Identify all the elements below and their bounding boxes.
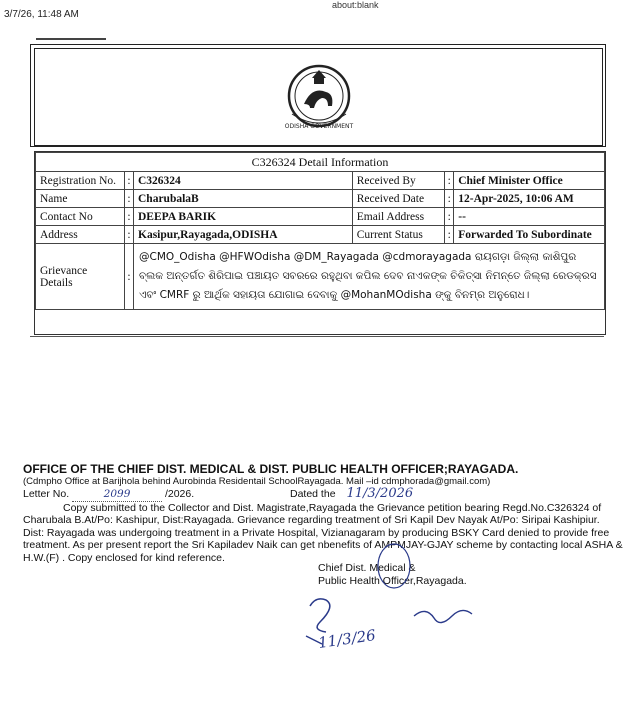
letter-body: Copy submitted to the Collector and Dist. Magistrate,Rayagada the Grievance petition bearing Regd.No.C326324 of Charubala B.At/Po: Kashipur, Dist:Rayagada. Grievance regarding treatment of Sri Kapil Dev Nayak At/Po: Siripai Kashipiur. Dist: Rayagada was undergoing treatment in a Private Hospital, Vizianagaram by producing BSKY Card denied to provide free treatment. As per present report the Sri Kapiladev Naik can get nbenefits of AMPMJAY-GJAY scheme by contacting local ASHA & H.W.(F) . Copy enclosed for kind reference. bbox=[23, 501, 623, 564]
contact-label: Contact No bbox=[36, 208, 125, 226]
address-value: Kasipur,Rayagada,ODISHA bbox=[134, 226, 353, 244]
print-url: about:blank bbox=[332, 0, 379, 10]
status-value: Forwarded To Subordinate bbox=[454, 226, 605, 244]
office-address: (Cdmpho Office at Barijhola behind Aurobinda Residentail SchoolRayagada. Mail –id cdmphorada@gmail.com) bbox=[23, 475, 491, 487]
contact-value: DEEPA BARIK bbox=[134, 208, 353, 226]
header-rule bbox=[36, 38, 106, 40]
dated-label: Dated the bbox=[290, 488, 336, 500]
letter-no-value: 2099 bbox=[72, 488, 162, 502]
signatory-office: Public Health Officer,Rayagada. bbox=[318, 575, 467, 587]
letter-year: /2026. bbox=[164, 488, 195, 500]
received-by-label: Received By bbox=[352, 172, 445, 190]
section-rule bbox=[30, 336, 604, 337]
office-heading: OFFICE OF THE CHIEF DIST. MEDICAL & DIST. PUBLIC HEALTH OFFICER;RAYAGADA. bbox=[23, 462, 519, 476]
email-value: -- bbox=[454, 208, 605, 226]
table-row: Contact No : DEEPA BARIK Email Address : -- bbox=[36, 208, 605, 226]
detail-table bbox=[34, 151, 606, 335]
table-row: Address : Kasipur,Rayagada,ODISHA Current Status : Forwarded To Subordinate bbox=[36, 226, 605, 244]
table-title: C326324 Detail Information bbox=[36, 153, 605, 172]
dated-value: 11/3/2026 bbox=[346, 486, 414, 501]
table-row: Registration No. : C326324 Received By : Chief Minister Office bbox=[36, 172, 605, 190]
name-value: CharubalaB bbox=[134, 190, 353, 208]
received-by-value: Chief Minister Office bbox=[454, 172, 605, 190]
registration-value: C326324 bbox=[134, 172, 353, 190]
email-label: Email Address bbox=[352, 208, 445, 226]
received-date-label: Received Date bbox=[352, 190, 445, 208]
handwritten-sign-date: 11/3/26 bbox=[317, 626, 377, 652]
table-row: Grievance Details : @CMO_Odisha @HFWOdisha @DM_Rayagada @cdmorayagada ରାୟଗଡ଼ା ଜିଲ୍ଲା କାଶିପୁର ବ୍ଲକ ଅନ୍ତର୍ଗତ ଶିରିପାଇ ପଞ୍ଚାୟତ ସବରରେ ରହୁଥିବା କପିଲ ଦେବ ନାଏକଙ୍କ ଚିକିତ୍ସା ନିମନ୍ତେ ଜିଲ୍ଲା ରେଡକ୍ରସ ଏବଂ CMRF ରୁ ଆର୍ଥିକ ସହାୟତା ଯୋଗାଇ ଦେବାକୁ @MohanMOdisha ଙ୍କୁ ବିନମ୍ର ଅନୁରୋଧ। bbox=[36, 244, 605, 310]
status-label: Current Status bbox=[352, 226, 445, 244]
name-label: Name bbox=[36, 190, 125, 208]
print-datetime: 3/7/26, 11:48 AM bbox=[4, 9, 79, 20]
grievance-label: Grievance Details bbox=[36, 244, 125, 310]
signatory-title: Chief Dist. Medical & bbox=[318, 562, 416, 574]
received-date-value: 12-Apr-2025, 10:06 AM bbox=[454, 190, 605, 208]
registration-label: Registration No. bbox=[36, 172, 125, 190]
odisha-emblem-icon bbox=[282, 58, 356, 134]
grievance-text: @CMO_Odisha @HFWOdisha @DM_Rayagada @cdmorayagada ରାୟଗଡ଼ା ଜିଲ୍ଲା କାଶିପୁର ବ୍ଲକ ଅନ୍ତର୍ଗତ ଶିରିପାଇ ପଞ୍ଚାୟତ ସବରରେ ରହୁଥିବା କପିଲ ଦେବ ନାଏକଙ୍କ ଚିକିତ୍ସା ନିମନ୍ତେ ଜିଲ୍ଲା ରେଡକ୍ରସ ଏବଂ CMRF ରୁ ଆର୍ଥିକ ସହାୟତା ଯୋଗାଇ ଦେବାକୁ @MohanMOdisha ଙ୍କୁ ବିନମ୍ର ଅନୁରୋଧ। bbox=[134, 244, 605, 310]
address-label: Address bbox=[36, 226, 125, 244]
table-row: Name : CharubalaB Received Date : 12-Apr-2025, 10:06 AM bbox=[36, 190, 605, 208]
letter-no-label: Letter No. bbox=[23, 488, 70, 500]
letter-ref-line bbox=[23, 488, 623, 502]
svg-text:ODISHA GOVERNMENT: ODISHA GOVERNMENT bbox=[284, 123, 354, 130]
